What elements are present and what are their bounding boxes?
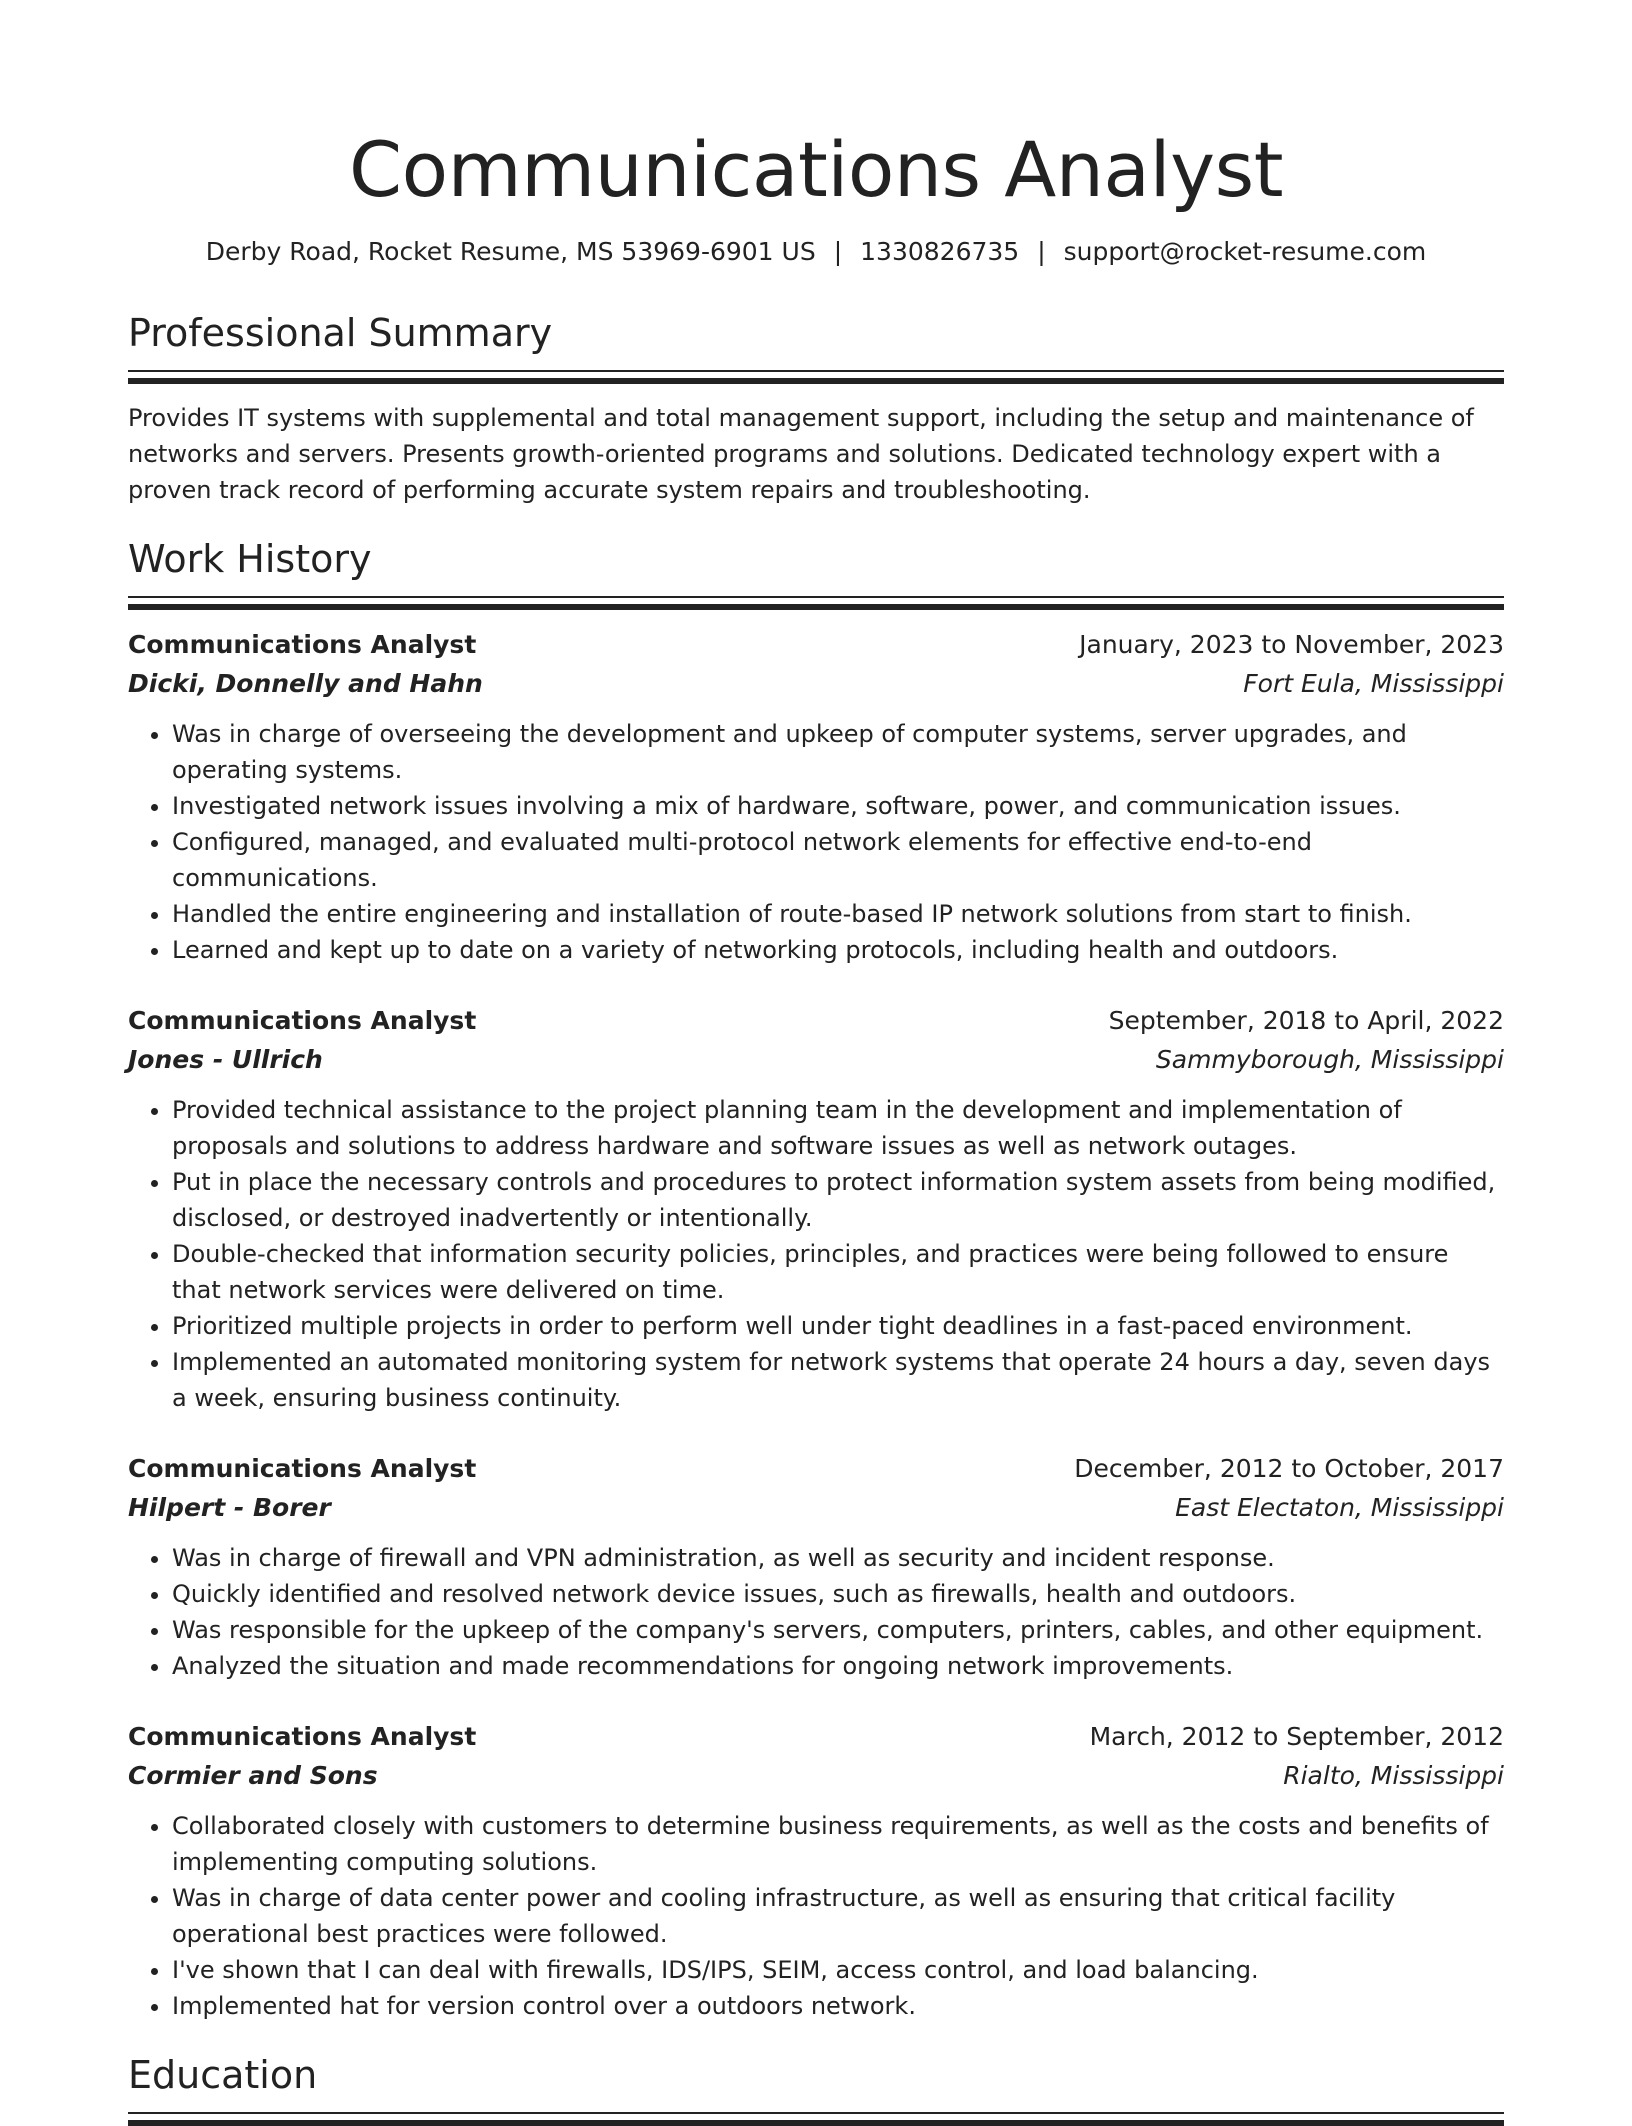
section-divider: [128, 596, 1504, 610]
job-title: Communications Analyst: [128, 630, 477, 659]
section-title-education: Education: [128, 2053, 318, 2097]
bullet-item: • Investigated network issues involving a mix of hardware, software, power, and communication issues.: [172, 788, 1504, 824]
contact-email: support@rocket-resume.com: [1063, 237, 1427, 266]
job-dates: December, 2012 to October, 2017: [1074, 1454, 1504, 1483]
job-location: East Electaton, Mississippi: [1175, 1493, 1504, 1522]
bullet-item: • Provided technical assistance to the project planning team in the development and implementation of proposals and solutions to address hardware and software issues as well as network outages.: [172, 1092, 1504, 1164]
job-bullets: [128, 1540, 1504, 1684]
work-history-section: [128, 534, 1504, 2024]
job-entry: [128, 626, 1504, 968]
section-divider: [128, 370, 1504, 384]
job-entry: [128, 1718, 1504, 2024]
bullet-item: • Configured, managed, and evaluated multi-protocol network elements for effective end-to-end communications.: [172, 824, 1504, 896]
bullet-item: • Was in charge of data center power and cooling infrastructure, as well as ensuring that critical facility operational best practices were followed.: [172, 1880, 1504, 1952]
job-location: Sammyborough, Mississippi: [1155, 1045, 1504, 1074]
education-section: [128, 2050, 1504, 2126]
bullet-item: • I've shown that I can deal with firewalls, IDS/IPS, SEIM, access control, and load balancing.: [172, 1952, 1504, 1988]
job-bullets: [128, 716, 1504, 968]
bullet-item: • Implemented an automated monitoring system for network systems that operate 24 hours a day, seven days a week, ensuring business continuity.: [172, 1344, 1504, 1416]
professional-summary-section: [128, 308, 1504, 508]
job-title: Communications Analyst: [128, 1006, 477, 1035]
job-company: Cormier and Sons: [128, 1761, 378, 1790]
section-divider: [128, 2112, 1504, 2126]
job-entry: [128, 1450, 1504, 1684]
contact-separator: |: [833, 237, 843, 266]
bullet-item: • Was in charge of overseeing the development and upkeep of computer systems, server upgrades, and operating systems.: [172, 716, 1504, 788]
bullet-item: • Was responsible for the upkeep of the company's servers, computers, printers, cables, and other equipment.: [172, 1612, 1504, 1648]
contact-separator: |: [1037, 237, 1046, 266]
resume-name: Communications Analyst: [349, 125, 1283, 214]
job-company: Dicki, Donnelly and Hahn: [128, 669, 483, 698]
job-company: Hilpert - Borer: [128, 1493, 331, 1522]
bullet-item: • Learned and kept up to date on a variety of networking protocols, including health and outdoors.: [172, 932, 1504, 968]
bullet-item: • Prioritized multiple projects in order to perform well under tight deadlines in a fast-paced environment.: [172, 1308, 1504, 1344]
job-dates: January, 2023 to November, 2023: [1079, 630, 1504, 659]
contact-address: Derby Road, Rocket Resume, MS 53969-6901 US: [205, 237, 816, 266]
bullet-item: • Quickly identified and resolved network device issues, such as firewalls, health and outdoors.: [172, 1576, 1504, 1612]
job-location: Fort Eula, Mississippi: [1243, 669, 1504, 698]
bullet-item: • Analyzed the situation and made recommendations for ongoing network improvements.: [172, 1648, 1504, 1684]
job-company: Jones - Ullrich: [128, 1045, 323, 1074]
bullet-item: • Put in place the necessary controls and procedures to protect information system assets from being modified, disclosed, or destroyed inadvertently or intentionally.: [172, 1164, 1504, 1236]
contact-line: [128, 234, 1504, 270]
section-title-work-history: Work History: [128, 537, 372, 581]
section-title-summary: Professional Summary: [128, 311, 553, 355]
job-title: Communications Analyst: [128, 1454, 477, 1483]
bullet-item: • Double-checked that information security policies, principles, and practices were being followed to ensure that network services were delivered on time.: [172, 1236, 1504, 1308]
job-dates: March, 2012 to September, 2012: [1089, 1722, 1504, 1751]
job-bullets: [128, 1092, 1504, 1416]
job-dates: September, 2018 to April, 2022: [1108, 1006, 1504, 1035]
contact-phone: 1330826735: [860, 237, 1020, 266]
job-location: Rialto, Mississippi: [1283, 1761, 1504, 1790]
bullet-item: • Was in charge of firewall and VPN administration, as well as security and incident response.: [172, 1540, 1504, 1576]
bullet-item: • Collaborated closely with customers to determine business requirements, as well as the costs and benefits of implementing computing solutions.: [172, 1808, 1504, 1880]
job-title: Communications Analyst: [128, 1722, 477, 1751]
job-entry: [128, 1002, 1504, 1416]
bullet-item: • Handled the entire engineering and installation of route-based IP network solutions from start to finish.: [172, 896, 1504, 932]
bullet-item: • Implemented hat for version control over a outdoors network.: [172, 1988, 1504, 2024]
summary-text: Provides IT systems with supplemental and total management support, including the setup and maintenance of networks and servers. Presents growth-oriented programs and solutions. Dedicated technology expert with a proven track record of performing accurate system repairs and troubleshooting.: [128, 404, 1474, 504]
job-bullets: [128, 1808, 1504, 2024]
